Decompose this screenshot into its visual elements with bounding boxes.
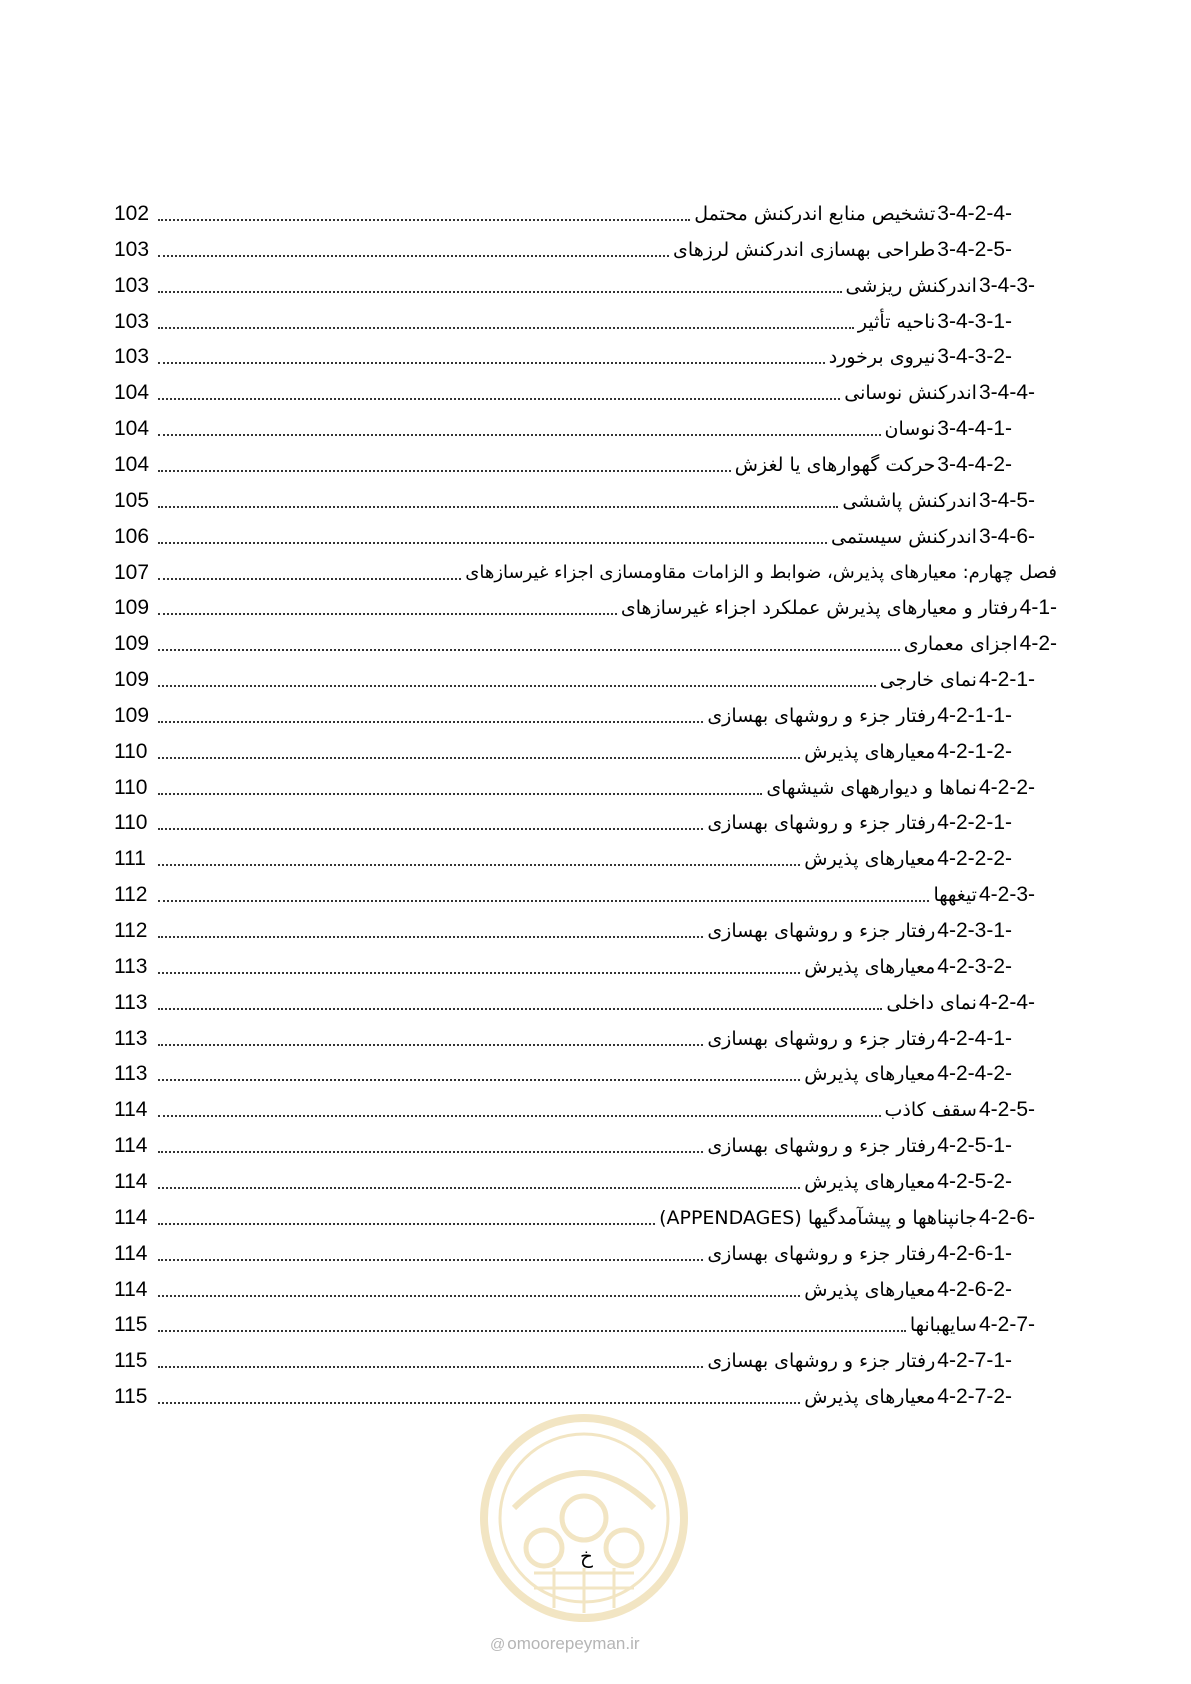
toc-page-number: 110 (114, 775, 148, 799)
toc-section-number: 4-2-2-1- (937, 811, 1012, 835)
toc-title: رفتار جزء و روشهای بهسازی (707, 920, 936, 942)
toc-dot-leader (158, 1115, 881, 1117)
toc-entry (804, 1062, 1012, 1086)
toc-title: اندرکنش ریزشی (845, 274, 977, 297)
toc-dot-leader (158, 1008, 882, 1010)
toc-title: فصل چهارم: معیارهای پذیرش، ضوابط و الزامات مقاومسازی اجزاء غیرسازهای (465, 562, 1057, 583)
toc-section-number: 4-2-6-1- (937, 1241, 1012, 1265)
toc-section-number: 4-2-1-1- (937, 703, 1012, 727)
toc-row[interactable] (114, 1056, 1012, 1092)
toc-title: ناحیه تأثیر (857, 310, 936, 333)
toc-section-number: 4-2-2- (978, 775, 1035, 799)
toc-title: سایهبانها (909, 1314, 977, 1337)
toc-title: رفتار جزء و روشهای بهسازی (707, 1242, 936, 1265)
toc-title: معیارهای پذیرش (804, 1386, 936, 1409)
toc-section-number: 4-2-4-1- (937, 1026, 1012, 1050)
toc-dot-leader (158, 1044, 703, 1046)
toc-entry (831, 525, 1035, 549)
toc-title: معیارهای پذیرش (804, 848, 936, 871)
toc-section-number: 4-2-7-1- (937, 1349, 1012, 1373)
toc-entry (933, 883, 1035, 907)
toc-section-number: 3-4-2-5- (937, 237, 1012, 261)
toc-entry (694, 202, 1012, 226)
toc-page-number: 105 (114, 488, 150, 512)
toc-page-number: 113 (114, 1062, 148, 1086)
toc-page-number: 114 (114, 1098, 148, 1122)
toc-page-number: 112 (114, 883, 148, 907)
toc-dot-leader (158, 362, 825, 364)
toc-page-number: 103 (114, 237, 150, 261)
toc-section-number: 3-4-4-1- (937, 417, 1012, 441)
toc-entry (707, 1027, 1012, 1051)
toc-dot-leader (158, 506, 838, 508)
at-sign-icon: @ (490, 1636, 506, 1653)
toc-title: معیارهای پذیرش (804, 740, 936, 763)
toc-row[interactable] (114, 949, 1012, 985)
toc-entry (804, 740, 1012, 764)
toc-row[interactable] (114, 304, 1012, 340)
toc-row[interactable] (114, 411, 1012, 447)
toc-entry (846, 274, 1036, 298)
toc-entry (707, 1134, 1012, 1158)
toc-page-number: 107 (114, 560, 150, 584)
toc-dot-leader (158, 219, 690, 221)
toc-page-number: 115 (114, 1313, 148, 1337)
toc-row[interactable] (114, 1272, 1012, 1308)
toc-row[interactable] (114, 662, 1035, 698)
toc-page-number: 110 (114, 739, 148, 763)
toc-row[interactable] (114, 447, 1012, 483)
toc-section-number: 4-2-4-2- (937, 1062, 1012, 1086)
toc-entry (885, 417, 1012, 441)
toc-row[interactable] (114, 232, 1012, 268)
toc-entry (829, 345, 1012, 369)
toc-row[interactable] (114, 375, 1035, 411)
toc-dot-leader (158, 255, 669, 257)
toc-section-number: 4-2-5-1- (937, 1134, 1012, 1158)
toc-dot-leader (158, 1187, 800, 1189)
toc-entry (707, 811, 1012, 835)
toc-dot-leader (158, 1079, 800, 1081)
toc-page-number: 103 (114, 273, 150, 297)
toc-title: رفتار جزء و روشهای بهسازی (707, 704, 936, 727)
toc-row[interactable] (114, 698, 1012, 734)
toc-dot-leader (158, 470, 731, 472)
toc-entry (886, 991, 1035, 1015)
toc-page-number: 115 (114, 1385, 148, 1409)
toc-title: رفتار جزء و روشهای بهسازی (707, 1135, 936, 1158)
toc-entry (804, 1170, 1012, 1194)
toc-row[interactable] (114, 339, 1012, 375)
toc-title: سقف کاذب (884, 1099, 977, 1122)
toc-page-number: 110 (114, 811, 148, 835)
toc-page-number: 111 (114, 847, 146, 871)
toc-entry (465, 562, 1057, 583)
toc-title: اندرکنش پاششی (842, 489, 977, 512)
toc-dot-leader (158, 900, 929, 902)
toc-page-number: 114 (114, 1169, 148, 1193)
toc-page-number: 109 (114, 703, 150, 727)
toc-entry (885, 1098, 1035, 1122)
toc-title: معیارهای پذیرش (804, 1063, 936, 1086)
toc-title: تیغهها (933, 884, 977, 907)
toc-section-number: 3-4-4- (978, 381, 1035, 405)
toc-section-number: 3-4-6- (978, 524, 1035, 548)
toc-row[interactable] (114, 519, 1035, 555)
toc-dot-leader (158, 1402, 800, 1404)
toc-title: رفتار و معیارهای پذیرش عملکرد اجزاء غیرسازهای (620, 597, 1018, 620)
toc-page-number: 106 (114, 524, 150, 548)
toc-title: رفتار جزء و روشهای بهسازی (707, 1027, 936, 1050)
website-watermark (490, 1634, 640, 1654)
toc-entry (844, 381, 1035, 405)
toc-section-number: 4-2-3-1- (937, 919, 1012, 942)
toc-dot-leader (158, 757, 800, 759)
toc-entry (804, 847, 1012, 871)
toc-dot-leader (158, 1295, 800, 1297)
toc-row[interactable] (114, 877, 1035, 913)
toc-page-number: 113 (114, 990, 148, 1014)
toc-section-number: 3-4-3-2- (937, 345, 1012, 369)
toc-row[interactable] (114, 555, 1057, 591)
toc-title: رفتار جزء و روشهای بهسازی (707, 1350, 936, 1373)
toc-row[interactable] (114, 268, 1035, 304)
toc-section-number: 4-2-6- (978, 1205, 1035, 1229)
toc-page-number: 113 (114, 954, 148, 978)
toc-entry (707, 1242, 1012, 1266)
toc-section-number: 3-4-4-2- (937, 452, 1012, 476)
toc-dot-leader (158, 398, 840, 400)
toc-entry (910, 1313, 1035, 1337)
toc-dot-leader (158, 578, 461, 580)
toc-entry (621, 596, 1057, 620)
toc-row[interactable] (114, 1021, 1012, 1057)
toc-page-number: 104 (114, 417, 150, 441)
toc-section-number: 4-2-7- (978, 1313, 1035, 1337)
toc-title: رفتار جزء و روشهای بهسازی (707, 812, 936, 835)
toc-page-number: 104 (114, 452, 150, 476)
page-letter: خ (580, 1544, 593, 1568)
toc-page-number: 109 (114, 596, 150, 620)
toc-section-number: 4-2-1-2- (937, 739, 1012, 763)
toc-entry (858, 310, 1012, 334)
toc-row[interactable] (114, 913, 1012, 949)
toc-title: اندرکنش سیستمی (831, 525, 977, 548)
toc-dot-leader (158, 685, 876, 687)
toc-entry (707, 704, 1012, 728)
toc-section-number: 4-1- (1019, 596, 1057, 620)
toc-dot-leader (158, 864, 800, 866)
toc-row[interactable] (114, 734, 1012, 770)
toc-entry (673, 238, 1012, 262)
toc-page-number: 115 (114, 1349, 148, 1373)
toc-row[interactable] (114, 1343, 1012, 1379)
toc-title: نماها و دیوارههای شیشهای (766, 776, 977, 799)
toc-section-number: 4-2-3-2- (937, 954, 1012, 978)
toc-row[interactable] (114, 1307, 1035, 1343)
toc-row[interactable] (114, 483, 1035, 519)
toc-section-number: 3-4-3- (978, 273, 1035, 297)
toc-dot-leader (158, 1223, 655, 1225)
toc-section-number: 4-2-2-2- (937, 847, 1012, 871)
toc-section-number: 4-2- (1019, 632, 1057, 656)
toc-page-number: 114 (114, 1205, 148, 1229)
toc-row[interactable] (114, 1092, 1035, 1128)
toc-entry (842, 489, 1035, 513)
toc-dot-leader (158, 828, 703, 830)
toc-dot-leader (158, 434, 881, 436)
toc-dot-leader (158, 793, 762, 795)
toc-title: نمای خارجی (879, 669, 977, 692)
toc-title: اجزای معماری (903, 633, 1018, 656)
watermark-seal (474, 1408, 694, 1628)
toc-entry (804, 1278, 1012, 1302)
toc-entry (659, 1206, 1035, 1230)
toc-dot-leader (158, 1366, 703, 1368)
toc-title: اندرکنش نوسانی (844, 382, 977, 405)
toc-dot-leader (158, 1151, 703, 1153)
toc-section-number: 3-4-3-1- (937, 309, 1012, 333)
toc-row[interactable] (114, 841, 1012, 877)
toc-dot-leader (158, 721, 703, 723)
toc-page-number: 104 (114, 381, 150, 405)
toc-row[interactable] (114, 1128, 1012, 1164)
toc-title: معیارهای پذیرش (804, 1278, 936, 1301)
toc-title: معیارهای پذیرش (804, 1170, 936, 1193)
toc-row[interactable] (114, 805, 1012, 841)
toc-page-number: 114 (114, 1134, 148, 1158)
website-text: omoorepeyman.ir (507, 1634, 640, 1653)
toc-title: حرکت گهوارهای یا لغزش (734, 453, 936, 476)
toc-page-number: 109 (114, 632, 150, 656)
toc-page-number: 103 (114, 309, 150, 333)
toc-title: نیروی برخورد (828, 346, 936, 369)
toc-page-number: 112 (114, 919, 148, 942)
toc-entry (766, 776, 1035, 800)
toc-dot-leader (158, 649, 900, 651)
toc-dot-leader (158, 327, 854, 329)
toc-section-number: 4-2-7-2- (937, 1385, 1012, 1409)
toc-entry (904, 632, 1057, 656)
toc-entry (735, 453, 1012, 477)
toc-section-number: 3-4-2-4- (937, 202, 1012, 225)
toc-title: تشخیص منابع اندرکنش محتمل (694, 203, 936, 225)
toc-entry (707, 919, 1012, 943)
toc-page-number: 103 (114, 345, 150, 369)
toc-section-number: 3-4-5- (978, 488, 1035, 512)
toc-dot-leader (158, 972, 800, 974)
toc-dot-leader (158, 291, 842, 293)
toc-title: نوسان (884, 418, 936, 441)
toc-title: طراحی بهسازی اندرکنش لرزهای (673, 238, 936, 261)
toc-dot-leader (158, 1259, 703, 1261)
toc-page-number: 113 (114, 1026, 148, 1050)
toc-row[interactable] (114, 770, 1035, 806)
toc-dot-leader (158, 1330, 906, 1332)
toc-title: معیارهای پذیرش (804, 955, 936, 978)
toc-section-number: 4-2-4- (978, 990, 1035, 1014)
toc-entry (707, 1349, 1012, 1373)
toc-row[interactable] (114, 1164, 1012, 1200)
toc-page-number: 102 (114, 202, 150, 225)
toc-page-number: 109 (114, 668, 150, 692)
toc-dot-leader (158, 936, 703, 938)
toc-section-number: 4-2-5-2- (937, 1169, 1012, 1193)
toc-dot-leader (158, 542, 827, 544)
toc-row[interactable] (114, 1200, 1035, 1236)
toc-row[interactable] (114, 196, 1012, 232)
toc-section-number: 4-2-1- (978, 668, 1035, 692)
toc-title: نمای داخلی (886, 991, 977, 1014)
toc-row[interactable] (114, 590, 1057, 626)
toc-entry (804, 1385, 1012, 1409)
toc-section-number: 4-2-6-2- (937, 1277, 1012, 1301)
toc-title: جانپناهها و پیشآمدگیها (APPENDAGES) (659, 1206, 977, 1229)
toc-page-number: 114 (114, 1241, 148, 1265)
toc-entry (880, 668, 1035, 692)
toc-row[interactable] (114, 985, 1035, 1021)
toc-entry (804, 955, 1012, 979)
toc-row[interactable] (114, 626, 1057, 662)
toc-row[interactable] (114, 1236, 1012, 1272)
toc-section-number: 4-2-5- (978, 1098, 1035, 1122)
toc-page-number: 114 (114, 1277, 148, 1301)
toc-dot-leader (158, 613, 617, 615)
toc-section-number: 4-2-3- (978, 883, 1035, 907)
